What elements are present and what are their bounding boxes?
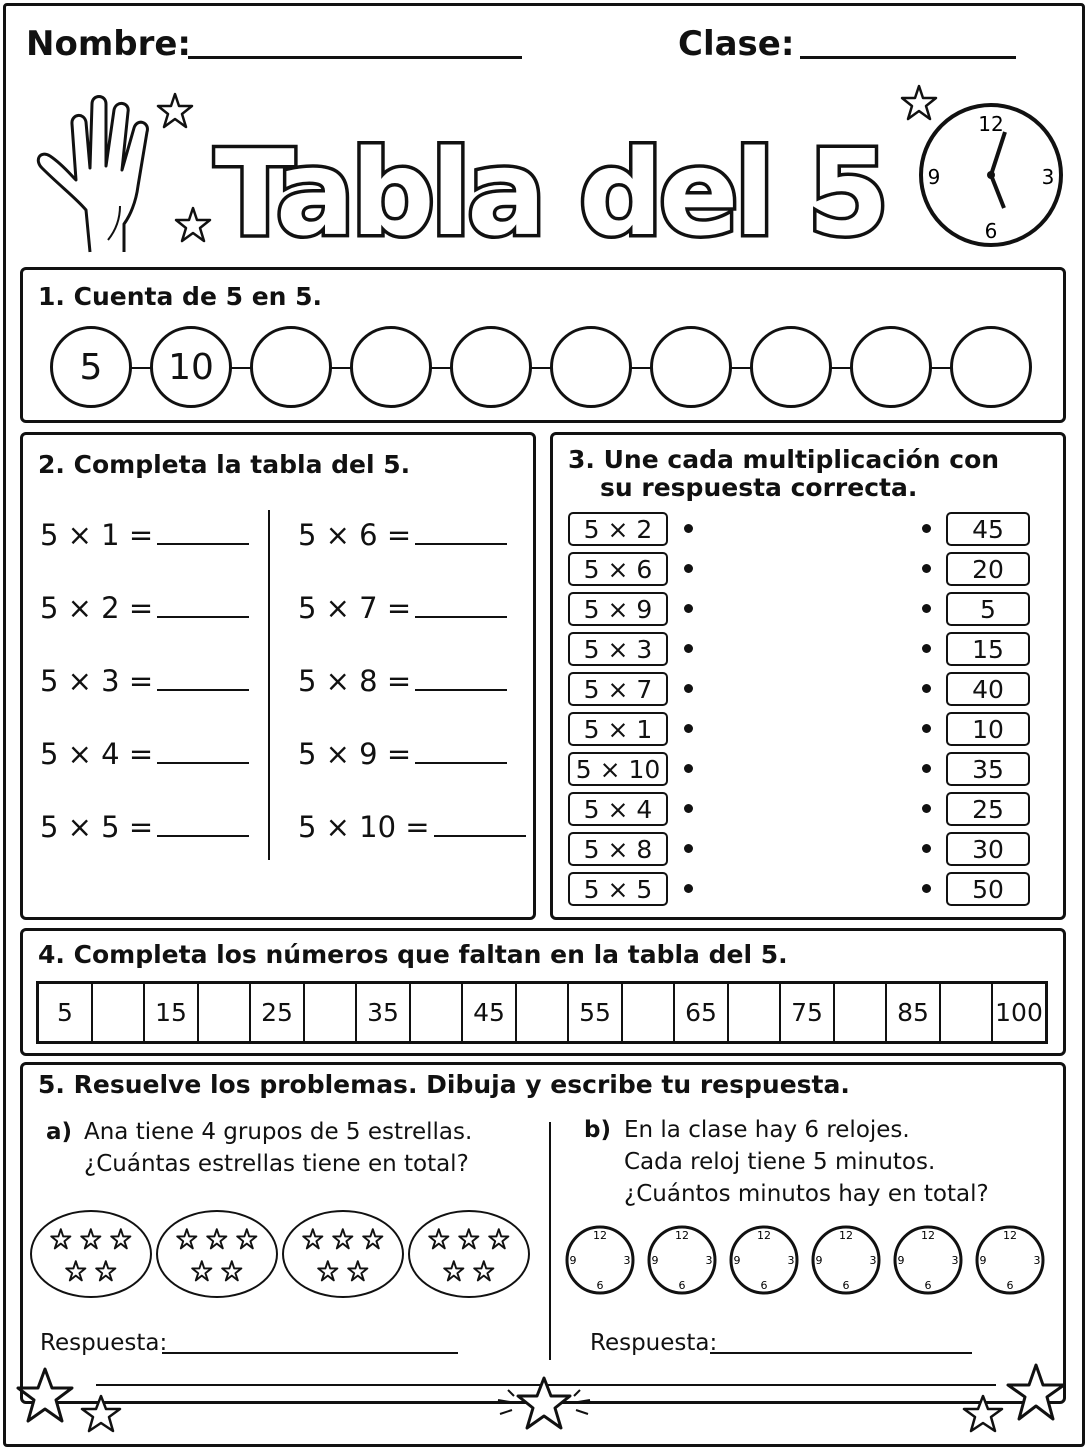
answer-a-line[interactable]: [162, 1352, 458, 1354]
sequence-cell[interactable]: [93, 984, 145, 1041]
match-dot[interactable]: [684, 844, 693, 853]
svg-text:3: 3: [705, 1254, 713, 1267]
clock-icon[interactable]: [974, 1224, 1046, 1300]
multiplication-card[interactable]: 5 × 2: [568, 512, 668, 546]
match-dot[interactable]: [684, 524, 693, 533]
equation: [298, 810, 526, 844]
sequence-cell: 15: [145, 984, 199, 1041]
svg-text:3: 3: [1041, 165, 1055, 189]
svg-text:9: 9: [927, 165, 941, 189]
sequence-cell: 35: [357, 984, 411, 1041]
answer-card[interactable]: 40: [946, 672, 1030, 706]
answer-blank[interactable]: [415, 688, 507, 691]
answer-blank[interactable]: [157, 761, 249, 764]
star-group-oval: [30, 1210, 152, 1298]
multiplication-card[interactable]: 5 × 4: [568, 792, 668, 826]
svg-text:6: 6: [678, 1279, 686, 1292]
svg-text:6: 6: [1006, 1279, 1014, 1292]
class-label: Clase:: [678, 24, 795, 64]
svg-text:6: 6: [596, 1279, 604, 1292]
section-5-divider: [549, 1122, 551, 1360]
answer-card[interactable]: 30: [946, 832, 1030, 866]
section-3-title: 3. Une cada multiplicación con su respuesta correcta.: [568, 445, 1000, 502]
equation-text: 5 × 7 =: [298, 591, 412, 625]
svg-text:3: 3: [951, 1254, 959, 1267]
equation-text: 5 × 10 =: [298, 810, 430, 844]
match-dot[interactable]: [684, 564, 693, 573]
star-group-oval: [156, 1210, 278, 1298]
sequence-cell[interactable]: [411, 984, 463, 1041]
answer-card[interactable]: 50: [946, 872, 1030, 906]
svg-text:9: 9: [815, 1254, 823, 1267]
class-field-line[interactable]: [800, 56, 1016, 59]
answer-card[interactable]: 35: [946, 752, 1030, 786]
equation: [40, 664, 249, 698]
svg-text:12: 12: [921, 1229, 935, 1242]
match-dot[interactable]: [684, 764, 693, 773]
multiplication-card[interactable]: 5 × 9: [568, 592, 668, 626]
multiplication-card[interactable]: 5 × 10: [568, 752, 668, 786]
answer-blank[interactable]: [157, 542, 249, 545]
sequence-cell[interactable]: [729, 984, 781, 1041]
count-circle[interactable]: [250, 326, 332, 408]
page-title: [200, 86, 900, 256]
sequence-cell: 75: [781, 984, 835, 1041]
equation-text: 5 × 8 =: [298, 664, 412, 698]
answer-blank[interactable]: [415, 761, 507, 764]
multiplication-card[interactable]: 5 × 3: [568, 632, 668, 666]
count-circle[interactable]: [450, 326, 532, 408]
sequence-cell: 65: [675, 984, 729, 1041]
clock-icon: [916, 100, 1066, 250]
answer-card[interactable]: 10: [946, 712, 1030, 746]
count-circle[interactable]: [750, 326, 832, 408]
clock-icon[interactable]: [564, 1224, 636, 1300]
section-1-title: 1. Cuenta de 5 en 5.: [38, 282, 323, 311]
equation-text: 5 × 9 =: [298, 737, 412, 771]
equation: [298, 737, 507, 771]
problem-b-text: En la clase hay 6 relojes. Cada reloj tiene 5 minutos. ¿Cuántos minutos hay en total?: [624, 1117, 989, 1207]
problem-a-text: Ana tiene 4 grupos de 5 estrellas. ¿Cuántas estrellas tiene en total?: [84, 1119, 473, 1177]
section-2-divider: [268, 510, 270, 860]
count-circle[interactable]: [950, 326, 1032, 408]
section-5-title: 5. Resuelve los problemas. Dibuja y escribe tu respuesta.: [38, 1070, 850, 1099]
missing-numbers-strip: [36, 981, 1048, 1044]
svg-text:3: 3: [623, 1254, 631, 1267]
match-dot[interactable]: [922, 524, 931, 533]
sequence-cell[interactable]: [305, 984, 357, 1041]
equation-text: 5 × 3 =: [40, 664, 154, 698]
svg-text:6: 6: [924, 1279, 932, 1292]
svg-text:12: 12: [593, 1229, 607, 1242]
count-circle: 5: [50, 326, 132, 408]
answer-card[interactable]: 45: [946, 512, 1030, 546]
answer-blank[interactable]: [434, 834, 526, 837]
equation: [40, 518, 249, 552]
equation-text: 5 × 5 =: [40, 810, 154, 844]
sequence-cell[interactable]: [941, 984, 993, 1041]
sequence-cell: 45: [463, 984, 517, 1041]
answer-card[interactable]: 5: [946, 592, 1030, 626]
match-dot[interactable]: [684, 884, 693, 893]
multiplication-card[interactable]: 5 × 1: [568, 712, 668, 746]
sequence-cell[interactable]: [199, 984, 251, 1041]
section-4-title: 4. Completa los números que faltan en la tabla del 5.: [38, 940, 788, 969]
svg-text:9: 9: [569, 1254, 577, 1267]
equation: [298, 591, 507, 625]
answer-b-label: Respuesta:: [590, 1330, 718, 1356]
equation: [298, 664, 507, 698]
equation: [40, 591, 249, 625]
svg-text:6: 6: [842, 1279, 850, 1292]
equation-text: 5 × 2 =: [40, 591, 154, 625]
svg-text:6: 6: [760, 1279, 768, 1292]
match-dot[interactable]: [684, 604, 693, 613]
svg-text:9: 9: [979, 1254, 987, 1267]
svg-text:12: 12: [757, 1229, 771, 1242]
problem-a-label: a): [46, 1119, 73, 1145]
sequence-cell[interactable]: [517, 984, 569, 1041]
count-circle[interactable]: [550, 326, 632, 408]
name-field-line[interactable]: [188, 56, 522, 59]
match-dot[interactable]: [922, 844, 931, 853]
sparkle-star-icon: [494, 1372, 594, 1436]
svg-text:9: 9: [897, 1254, 905, 1267]
clock-icon[interactable]: [728, 1224, 800, 1300]
svg-text:9: 9: [651, 1254, 659, 1267]
match-dot[interactable]: [922, 564, 931, 573]
multiplication-card[interactable]: 5 × 6: [568, 552, 668, 586]
answer-blank[interactable]: [157, 834, 249, 837]
sequence-cell: 25: [251, 984, 305, 1041]
answer-card[interactable]: 15: [946, 632, 1030, 666]
answer-a-label: Respuesta:: [40, 1330, 168, 1356]
multiplication-card[interactable]: 5 × 8: [568, 832, 668, 866]
answer-card[interactable]: 25: [946, 792, 1030, 826]
sequence-cell[interactable]: [623, 984, 675, 1041]
clock-icon[interactable]: [646, 1224, 718, 1300]
equation-text: 5 × 1 =: [40, 518, 154, 552]
answer-card[interactable]: 20: [946, 552, 1030, 586]
count-circle[interactable]: [650, 326, 732, 408]
match-dot[interactable]: [922, 884, 931, 893]
match-dot[interactable]: [922, 804, 931, 813]
star-icon: [1004, 1362, 1068, 1424]
answer-b-line[interactable]: [710, 1352, 972, 1354]
problem-b-label: b): [584, 1117, 611, 1143]
clock-icon[interactable]: [892, 1224, 964, 1300]
svg-text:12: 12: [1003, 1229, 1017, 1242]
sequence-cell: 5: [39, 984, 93, 1041]
match-dot[interactable]: [922, 764, 931, 773]
svg-text:12: 12: [839, 1229, 853, 1242]
answer-blank[interactable]: [157, 615, 249, 618]
match-dot[interactable]: [684, 724, 693, 733]
equation: [40, 810, 249, 844]
sequence-cell: 100: [995, 998, 1043, 1027]
equation-text: 5 × 6 =: [298, 518, 412, 552]
multiplication-card[interactable]: 5 × 5: [568, 872, 668, 906]
sequence-cell[interactable]: [835, 984, 887, 1041]
answer-blank[interactable]: [415, 542, 507, 545]
count-circle[interactable]: [850, 326, 932, 408]
star-group-oval: [408, 1210, 530, 1298]
clock-icon[interactable]: [810, 1224, 882, 1300]
match-dot[interactable]: [684, 804, 693, 813]
star-icon: [962, 1394, 1004, 1434]
star-icon: [156, 92, 194, 130]
match-dot[interactable]: [922, 644, 931, 653]
sequence-cell: 85: [887, 984, 941, 1041]
equation: [40, 737, 249, 771]
name-label: Nombre:: [26, 24, 192, 64]
star-icon: [80, 1394, 122, 1434]
svg-text:6: 6: [984, 219, 998, 243]
equation: [298, 518, 507, 552]
match-dot[interactable]: [684, 644, 693, 653]
match-dot[interactable]: [684, 684, 693, 693]
answer-blank[interactable]: [157, 688, 249, 691]
section-2-title: 2. Completa la tabla del 5.: [38, 450, 411, 479]
svg-text:12: 12: [978, 112, 1004, 136]
match-dot[interactable]: [922, 724, 931, 733]
svg-text:9: 9: [733, 1254, 741, 1267]
match-dot[interactable]: [922, 684, 931, 693]
multiplication-card[interactable]: 5 × 7: [568, 672, 668, 706]
answer-blank[interactable]: [415, 615, 507, 618]
count-circle[interactable]: [350, 326, 432, 408]
star-icon: [14, 1366, 76, 1426]
sequence-cell: 55: [569, 984, 623, 1041]
svg-text:3: 3: [1033, 1254, 1041, 1267]
title-text: Tabla del 5: [214, 125, 886, 256]
star-group-oval: [282, 1210, 404, 1298]
svg-text:12: 12: [675, 1229, 689, 1242]
match-dot[interactable]: [922, 604, 931, 613]
svg-text:3: 3: [869, 1254, 877, 1267]
equation-text: 5 × 4 =: [40, 737, 154, 771]
count-circle: 10: [150, 326, 232, 408]
svg-text:3: 3: [787, 1254, 795, 1267]
